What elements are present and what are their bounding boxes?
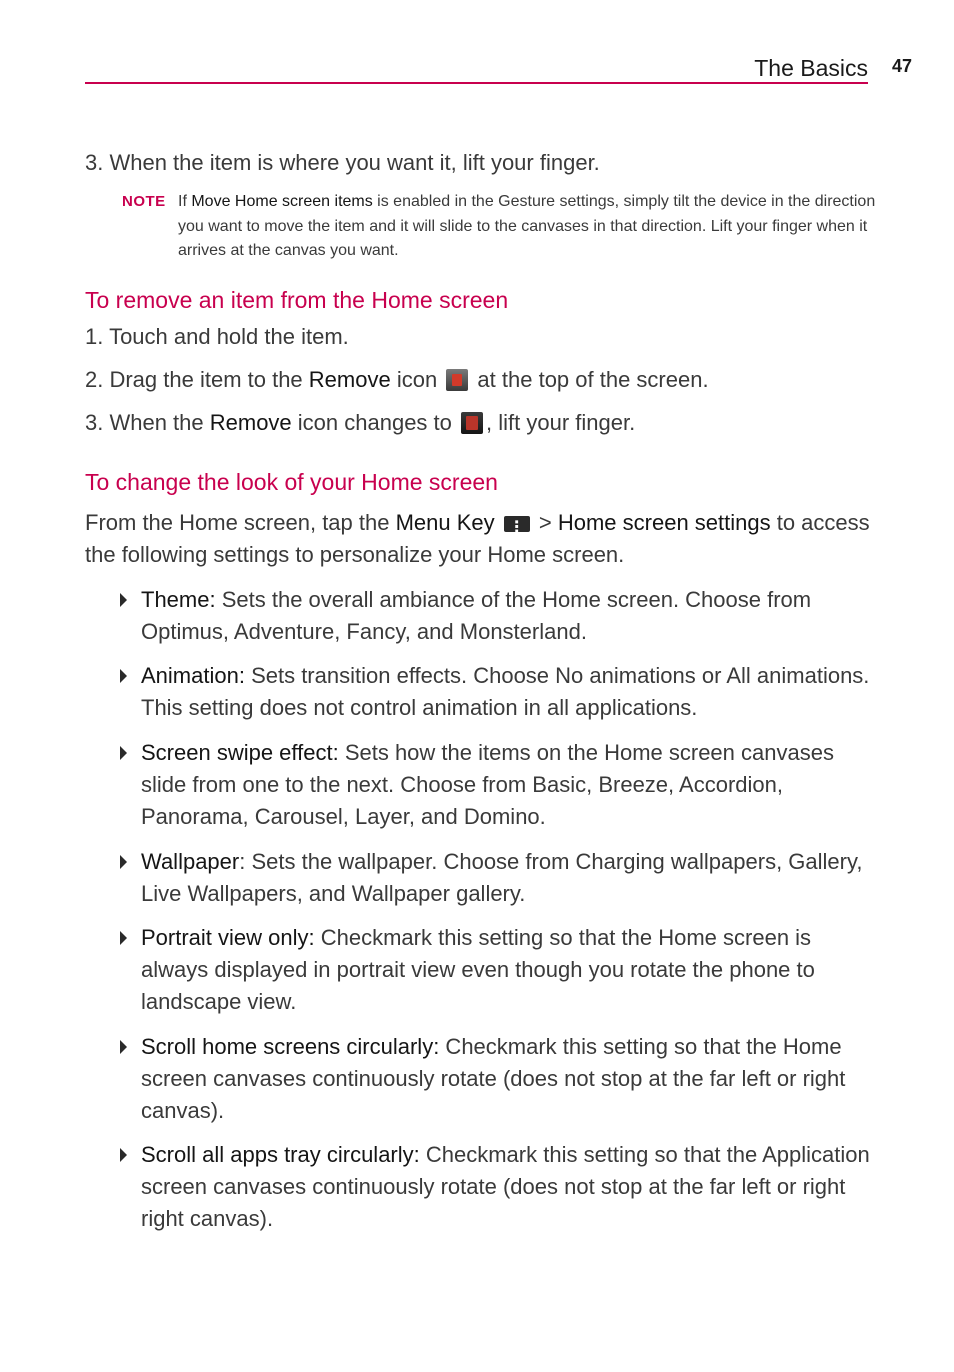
note-text: If [178, 193, 192, 210]
bullet-arrow-icon [120, 855, 127, 869]
item-label: Screen swipe effect: [141, 740, 339, 765]
home-screen-settings-label: Home screen settings [557, 510, 771, 535]
page-header [85, 52, 868, 84]
note-text-rest: is enabled in the Gesture settings, simply tilt the device in the direction you want to move the item and it will slide to the canvases in that direction. Lift your finger when it arrives at the canvas you want. [178, 193, 876, 259]
list-item [141, 846, 871, 910]
remove-step-3: 3. When the Remove icon changes to , lift your finger. [85, 410, 636, 435]
item-label: Wallpaper [141, 849, 240, 874]
bullet-arrow-icon [120, 1040, 127, 1054]
note-body [178, 190, 882, 264]
trash-icon [446, 369, 468, 391]
item-label: Theme: [141, 587, 216, 612]
remove-step-1: 1. Touch and hold the item. [85, 324, 349, 349]
list-item [141, 737, 871, 833]
item-label: Animation: [141, 663, 245, 688]
item-label: Scroll all apps tray circularly: [141, 1142, 420, 1167]
item-label: Scroll home screens circularly: [141, 1034, 440, 1059]
remove-heading: To remove an item from the Home screen [85, 287, 509, 313]
bullet-arrow-icon [120, 746, 127, 760]
section-title: The Basics [754, 55, 868, 81]
bullet-arrow-icon [120, 669, 127, 683]
page-number: 47 [892, 56, 913, 76]
list-item [141, 922, 871, 1018]
item-text: : Sets the wallpaper. Choose from Charging wallpapers, Gallery, Live Wallpapers, and Wallpaper gallery. [141, 849, 863, 906]
remove-step-2: 2. Drag the item to the Remove icon at the top of the screen. [85, 367, 709, 392]
note-block [122, 190, 882, 264]
list-item [141, 1031, 871, 1127]
list-item [141, 584, 871, 648]
item-text: Sets the overall ambiance of the Home screen. Choose from Optimus, Adventure, Fancy, and Monsterland. [141, 587, 812, 644]
item-text: Checkmark this setting so that the Home screen canvases continuously rotate (does not stop at the far left or right canvas). [141, 1034, 846, 1123]
item-text: Sets how the items on the Home screen canvases slide from one to the next. Choose from Basic, Breeze, Accordion, Panorama, Carousel, Layer, and Domino. [141, 740, 834, 829]
remove-label: Remove [308, 367, 391, 392]
bullet-arrow-icon [120, 593, 127, 607]
trash-active-icon [461, 412, 483, 434]
item-label: Portrait view only: [141, 925, 315, 950]
remove-label: Remove [209, 410, 292, 435]
list-item [141, 660, 871, 724]
bullet-arrow-icon [120, 1148, 127, 1162]
list-item [141, 1139, 871, 1235]
note-label: NOTE [122, 193, 166, 210]
item-text: Checkmark this setting so that the Home screen is always displayed in portrait view even though you rotate the phone to landscape view. [141, 925, 815, 1014]
item-text: Checkmark this setting so that the Application screen canvases continuously rotate (does not stop at the far left or right right canvas). [141, 1142, 870, 1231]
bullet-arrow-icon [120, 931, 127, 945]
change-look-heading: To change the look of your Home screen [85, 469, 498, 495]
item-text: Sets transition effects. Choose No animations or All animations. This setting does not control animation in all applications. [141, 663, 870, 720]
note-emph: Move Home screen items [191, 193, 373, 210]
step-3-lift-finger: 3. When the item is where you want it, lift your finger. [85, 150, 600, 175]
menu-key-label: Menu Key [395, 510, 495, 535]
settings-intro: From the Home screen, tap the Menu Key ⋮ > Home screen settings to access the following settings to personalize your Home screen. [85, 507, 875, 571]
menu-key-icon [504, 516, 530, 532]
